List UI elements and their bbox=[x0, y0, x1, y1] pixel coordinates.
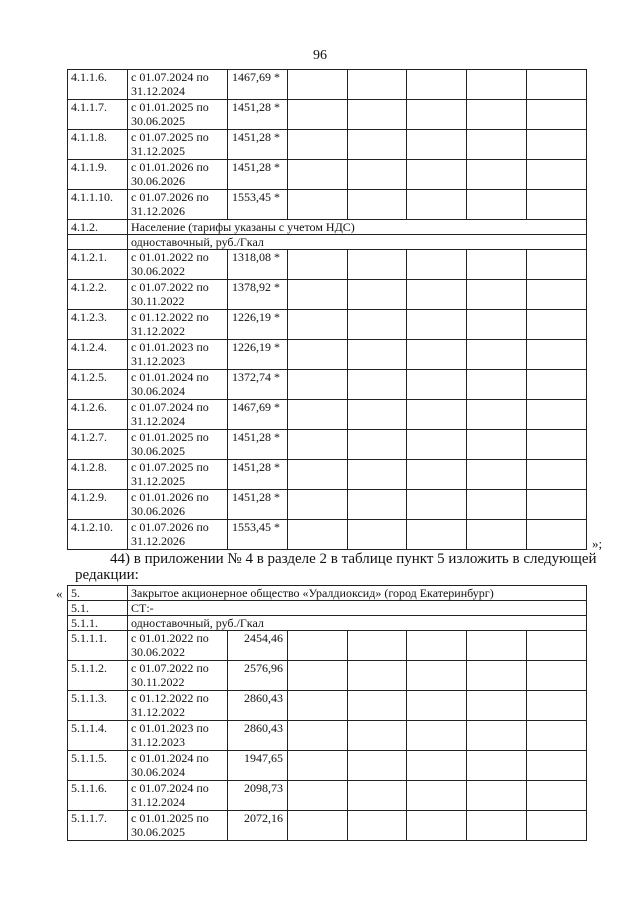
empty-cell bbox=[348, 70, 407, 100]
empty-cell bbox=[527, 691, 587, 721]
opening-quote: « bbox=[56, 586, 63, 601]
period-cell bbox=[128, 691, 228, 721]
period-line: с 01.01.2024 по bbox=[131, 751, 209, 765]
empty-cell bbox=[407, 370, 467, 400]
empty-cell bbox=[467, 751, 527, 781]
period-cell bbox=[128, 280, 228, 310]
table-row bbox=[68, 250, 587, 280]
period-line: с 01.07.2024 по bbox=[131, 781, 209, 795]
table-row bbox=[68, 340, 587, 370]
period-line: 30.06.2025 bbox=[131, 114, 185, 128]
empty-cell bbox=[407, 430, 467, 460]
row-number-cell: 4.1.2.6. bbox=[68, 400, 128, 430]
table-row bbox=[68, 130, 587, 160]
empty-cell bbox=[467, 400, 527, 430]
period-cell bbox=[128, 430, 228, 460]
table-section-row bbox=[68, 220, 587, 235]
section-title-cell: Население (тарифы указаны с учетом НДС) bbox=[128, 220, 587, 235]
period-line: с 01.07.2024 по bbox=[131, 400, 209, 414]
period-line: 31.12.2025 bbox=[131, 144, 185, 158]
tariff-value-cell: 1378,92 * bbox=[228, 280, 288, 310]
period-line: с 01.01.2025 по bbox=[131, 100, 209, 114]
period-line: с 01.07.2025 по bbox=[131, 130, 209, 144]
tariff-value-cell: 1467,69 * bbox=[228, 400, 288, 430]
tariff-value-cell: 1451,28 * bbox=[228, 130, 288, 160]
row-number-cell: 4.1.2.5. bbox=[68, 370, 128, 400]
empty-cell bbox=[467, 490, 527, 520]
empty-cell bbox=[348, 811, 407, 841]
empty-cell bbox=[407, 280, 467, 310]
empty-cell bbox=[288, 781, 348, 811]
row-number-cell: 4.1.1.7. bbox=[68, 100, 128, 130]
tariff-value-cell: 1226,19 * bbox=[228, 340, 288, 370]
empty-cell bbox=[348, 691, 407, 721]
row-number-cell: 4.1.2.10. bbox=[68, 520, 128, 550]
empty-cell bbox=[407, 310, 467, 340]
period-line: 31.12.2024 bbox=[131, 414, 185, 428]
period-line: с 01.01.2022 по bbox=[131, 250, 209, 264]
tariff-value-cell: 1553,45 * bbox=[228, 190, 288, 220]
period-line: с 01.07.2026 по bbox=[131, 520, 209, 534]
empty-cell bbox=[407, 190, 467, 220]
tariff-value-cell: 1451,28 * bbox=[228, 100, 288, 130]
empty-cell bbox=[467, 811, 527, 841]
period-line: 30.11.2022 bbox=[131, 294, 185, 308]
empty-cell bbox=[527, 400, 587, 430]
row-number-cell: 5.1.1.3. bbox=[68, 691, 128, 721]
empty-cell bbox=[348, 370, 407, 400]
empty-cell bbox=[527, 130, 587, 160]
empty-cell bbox=[407, 661, 467, 691]
period-line: 31.12.2026 bbox=[131, 204, 185, 218]
table-row bbox=[68, 400, 587, 430]
period-cell bbox=[128, 721, 228, 751]
empty-cell bbox=[527, 310, 587, 340]
period-line: 31.12.2025 bbox=[131, 474, 185, 488]
table-row bbox=[68, 70, 587, 100]
tariff-value-cell: 1451,28 * bbox=[228, 160, 288, 190]
empty-cell bbox=[348, 340, 407, 370]
table-section-row bbox=[68, 586, 587, 601]
empty-cell bbox=[288, 100, 348, 130]
period-line: 31.12.2023 bbox=[131, 735, 185, 749]
empty-cell bbox=[288, 190, 348, 220]
row-number-cell: 4.1.2. bbox=[68, 220, 128, 235]
empty-cell bbox=[288, 430, 348, 460]
period-line: с 01.07.2026 по bbox=[131, 190, 209, 204]
table-row bbox=[68, 661, 587, 691]
empty-cell bbox=[407, 811, 467, 841]
empty-cell bbox=[288, 631, 348, 661]
row-number-cell: 4.1.1.9. bbox=[68, 160, 128, 190]
period-cell bbox=[128, 100, 228, 130]
empty-cell bbox=[467, 280, 527, 310]
empty-cell bbox=[527, 430, 587, 460]
table-row bbox=[68, 100, 587, 130]
tariff-value-cell: 2072,16 bbox=[228, 811, 288, 841]
empty-cell bbox=[288, 661, 348, 691]
period-cell bbox=[128, 631, 228, 661]
empty-cell bbox=[527, 250, 587, 280]
period-line: с 01.01.2025 по bbox=[131, 430, 209, 444]
empty-cell bbox=[348, 520, 407, 550]
empty-cell bbox=[407, 520, 467, 550]
period-line: 31.12.2022 bbox=[131, 324, 185, 338]
period-line: с 01.01.2023 по bbox=[131, 340, 209, 354]
empty-cell bbox=[467, 340, 527, 370]
period-line: с 01.01.2026 по bbox=[131, 490, 209, 504]
empty-cell bbox=[288, 490, 348, 520]
empty-cell bbox=[527, 520, 587, 550]
empty-cell bbox=[288, 160, 348, 190]
period-line: 31.12.2023 bbox=[131, 354, 185, 368]
empty-cell bbox=[467, 310, 527, 340]
empty-cell bbox=[348, 631, 407, 661]
empty-cell bbox=[288, 520, 348, 550]
empty-cell bbox=[348, 430, 407, 460]
row-number-cell: 4.1.2.9. bbox=[68, 490, 128, 520]
empty-cell bbox=[288, 721, 348, 751]
tariff-value-cell: 2454,46 bbox=[228, 631, 288, 661]
table-row bbox=[68, 370, 587, 400]
row-number-cell: 4.1.2.3. bbox=[68, 310, 128, 340]
empty-cell bbox=[527, 781, 587, 811]
table-row bbox=[68, 691, 587, 721]
period-line: 30.06.2025 bbox=[131, 825, 185, 839]
empty-cell bbox=[288, 130, 348, 160]
empty-cell bbox=[467, 721, 527, 751]
period-line: 30.06.2026 bbox=[131, 504, 185, 518]
empty-cell bbox=[467, 160, 527, 190]
period-line: 31.12.2024 bbox=[131, 795, 185, 809]
empty-cell bbox=[407, 100, 467, 130]
table-row bbox=[68, 631, 587, 661]
empty-cell bbox=[348, 280, 407, 310]
period-cell bbox=[128, 400, 228, 430]
empty-cell bbox=[407, 751, 467, 781]
row-number-cell bbox=[68, 235, 128, 250]
empty-cell bbox=[348, 100, 407, 130]
amendment-paragraph-line-1: 44) в приложении № 4 в разделе 2 в таблице пункт 5 изложить в следующей bbox=[110, 551, 597, 567]
empty-cell bbox=[527, 661, 587, 691]
row-number-cell: 4.1.2.1. bbox=[68, 250, 128, 280]
tariff-value-cell: 2098,73 bbox=[228, 781, 288, 811]
tariff-value-cell: 1451,28 * bbox=[228, 460, 288, 490]
period-cell bbox=[128, 130, 228, 160]
row-number-cell: 5. bbox=[68, 586, 128, 601]
tariff-value-cell: 1372,74 * bbox=[228, 370, 288, 400]
empty-cell bbox=[348, 781, 407, 811]
empty-cell bbox=[527, 811, 587, 841]
period-cell bbox=[128, 310, 228, 340]
section-title-cell: одноставочный, руб./Гкал bbox=[128, 616, 587, 631]
table-row bbox=[68, 721, 587, 751]
empty-cell bbox=[348, 460, 407, 490]
period-cell bbox=[128, 160, 228, 190]
period-line: 30.06.2022 bbox=[131, 645, 185, 659]
row-number-cell: 5.1.1.1. bbox=[68, 631, 128, 661]
empty-cell bbox=[527, 631, 587, 661]
row-number-cell: 4.1.2.7. bbox=[68, 430, 128, 460]
empty-cell bbox=[348, 160, 407, 190]
period-line: с 01.01.2022 по bbox=[131, 631, 209, 645]
period-line: с 01.01.2026 по bbox=[131, 160, 209, 174]
table-row bbox=[68, 190, 587, 220]
table-row bbox=[68, 460, 587, 490]
empty-cell bbox=[288, 310, 348, 340]
period-line: с 01.12.2022 по bbox=[131, 310, 209, 324]
empty-cell bbox=[467, 130, 527, 160]
row-number-cell: 5.1. bbox=[68, 601, 128, 616]
period-line: с 01.01.2023 по bbox=[131, 721, 209, 735]
period-line: 31.12.2026 bbox=[131, 534, 185, 548]
empty-cell bbox=[348, 751, 407, 781]
empty-cell bbox=[348, 490, 407, 520]
empty-cell bbox=[467, 460, 527, 490]
tariff-value-cell: 1451,28 * bbox=[228, 490, 288, 520]
row-number-cell: 5.1.1.6. bbox=[68, 781, 128, 811]
period-cell bbox=[128, 460, 228, 490]
empty-cell bbox=[467, 520, 527, 550]
empty-cell bbox=[288, 400, 348, 430]
empty-cell bbox=[527, 751, 587, 781]
empty-cell bbox=[407, 70, 467, 100]
closing-quote: »; bbox=[592, 536, 603, 551]
empty-cell bbox=[348, 130, 407, 160]
period-cell bbox=[128, 811, 228, 841]
empty-cell bbox=[527, 190, 587, 220]
empty-cell bbox=[527, 70, 587, 100]
tariff-value-cell: 1467,69 * bbox=[228, 70, 288, 100]
table-row bbox=[68, 430, 587, 460]
empty-cell bbox=[407, 340, 467, 370]
period-line: 30.06.2022 bbox=[131, 264, 185, 278]
period-cell bbox=[128, 370, 228, 400]
row-number-cell: 5.1.1.5. bbox=[68, 751, 128, 781]
tariff-value-cell: 1947,65 bbox=[228, 751, 288, 781]
empty-cell bbox=[407, 400, 467, 430]
empty-cell bbox=[467, 661, 527, 691]
empty-cell bbox=[467, 691, 527, 721]
empty-cell bbox=[407, 460, 467, 490]
tariff-table-uraldioxid bbox=[67, 585, 587, 841]
period-line: 30.06.2024 bbox=[131, 384, 185, 398]
section-title-cell: одноставочный, руб./Гкал bbox=[128, 235, 587, 250]
empty-cell bbox=[527, 340, 587, 370]
table-row bbox=[68, 160, 587, 190]
period-line: с 01.07.2022 по bbox=[131, 661, 209, 675]
empty-cell bbox=[467, 370, 527, 400]
table-row bbox=[68, 520, 587, 550]
empty-cell bbox=[407, 160, 467, 190]
table-section-row bbox=[68, 601, 587, 616]
row-number-cell: 4.1.1.10. bbox=[68, 190, 128, 220]
row-number-cell: 4.1.1.6. bbox=[68, 70, 128, 100]
table-row bbox=[68, 751, 587, 781]
empty-cell bbox=[348, 190, 407, 220]
table-section-row bbox=[68, 616, 587, 631]
tariff-value-cell: 1226,19 * bbox=[228, 310, 288, 340]
empty-cell bbox=[527, 721, 587, 751]
empty-cell bbox=[348, 661, 407, 691]
tariff-value-cell: 1451,28 * bbox=[228, 430, 288, 460]
period-cell bbox=[128, 490, 228, 520]
empty-cell bbox=[288, 460, 348, 490]
period-cell bbox=[128, 340, 228, 370]
table-row bbox=[68, 280, 587, 310]
empty-cell bbox=[467, 631, 527, 661]
empty-cell bbox=[407, 781, 467, 811]
period-cell bbox=[128, 661, 228, 691]
row-number-cell: 4.1.1.8. bbox=[68, 130, 128, 160]
empty-cell bbox=[288, 691, 348, 721]
period-cell bbox=[128, 751, 228, 781]
period-line: с 01.01.2024 по bbox=[131, 370, 209, 384]
row-number-cell: 5.1.1.2. bbox=[68, 661, 128, 691]
section-title-cell: Закрытое акционерное общество «Уралдиоксид» (город Екатеринбург) bbox=[128, 586, 587, 601]
empty-cell bbox=[348, 250, 407, 280]
empty-cell bbox=[467, 781, 527, 811]
empty-cell bbox=[407, 490, 467, 520]
empty-cell bbox=[467, 190, 527, 220]
row-number-cell: 4.1.2.8. bbox=[68, 460, 128, 490]
tariff-value-cell: 2860,43 bbox=[228, 721, 288, 751]
table-row bbox=[68, 811, 587, 841]
empty-cell bbox=[407, 130, 467, 160]
period-cell bbox=[128, 520, 228, 550]
period-line: с 01.07.2025 по bbox=[131, 460, 209, 474]
empty-cell bbox=[407, 691, 467, 721]
period-line: 31.12.2024 bbox=[131, 84, 185, 98]
row-number-cell: 5.1.1.4. bbox=[68, 721, 128, 751]
row-number-cell: 5.1.1. bbox=[68, 616, 128, 631]
empty-cell bbox=[527, 280, 587, 310]
empty-cell bbox=[348, 721, 407, 751]
empty-cell bbox=[407, 250, 467, 280]
empty-cell bbox=[288, 370, 348, 400]
period-line: с 01.07.2024 по bbox=[131, 70, 209, 84]
table-row bbox=[68, 310, 587, 340]
empty-cell bbox=[288, 280, 348, 310]
row-number-cell: 5.1.1.7. bbox=[68, 811, 128, 841]
period-line: 30.06.2025 bbox=[131, 444, 185, 458]
empty-cell bbox=[288, 811, 348, 841]
empty-cell bbox=[527, 100, 587, 130]
tariff-value-cell: 2576,96 bbox=[228, 661, 288, 691]
empty-cell bbox=[348, 400, 407, 430]
table-row bbox=[68, 490, 587, 520]
row-number-cell: 4.1.2.4. bbox=[68, 340, 128, 370]
empty-cell bbox=[467, 250, 527, 280]
empty-cell bbox=[288, 751, 348, 781]
period-cell bbox=[128, 250, 228, 280]
empty-cell bbox=[527, 490, 587, 520]
empty-cell bbox=[407, 721, 467, 751]
empty-cell bbox=[527, 460, 587, 490]
empty-cell bbox=[407, 631, 467, 661]
empty-cell bbox=[348, 310, 407, 340]
period-cell bbox=[128, 70, 228, 100]
period-cell bbox=[128, 190, 228, 220]
empty-cell bbox=[467, 430, 527, 460]
period-line: с 01.01.2025 по bbox=[131, 811, 209, 825]
empty-cell bbox=[467, 70, 527, 100]
empty-cell bbox=[288, 340, 348, 370]
empty-cell bbox=[288, 70, 348, 100]
empty-cell bbox=[467, 100, 527, 130]
empty-cell bbox=[527, 160, 587, 190]
tariff-value-cell: 1553,45 * bbox=[228, 520, 288, 550]
period-line: 30.11.2022 bbox=[131, 675, 185, 689]
tariff-value-cell: 1318,08 * bbox=[228, 250, 288, 280]
empty-cell bbox=[288, 250, 348, 280]
period-line: с 01.07.2022 по bbox=[131, 280, 209, 294]
period-line: 30.06.2026 bbox=[131, 174, 185, 188]
period-cell bbox=[128, 781, 228, 811]
tariff-value-cell: 2860,43 bbox=[228, 691, 288, 721]
tariff-table-continued bbox=[67, 69, 587, 550]
table-section-row bbox=[68, 235, 587, 250]
period-line: с 01.12.2022 по bbox=[131, 691, 209, 705]
period-line: 30.06.2024 bbox=[131, 765, 185, 779]
table-row bbox=[68, 781, 587, 811]
section-title-cell: СТ:- bbox=[128, 601, 587, 616]
amendment-paragraph-line-2: редакции: bbox=[75, 567, 139, 583]
page-number: 96 bbox=[313, 48, 327, 63]
period-line: 31.12.2022 bbox=[131, 705, 185, 719]
row-number-cell: 4.1.2.2. bbox=[68, 280, 128, 310]
empty-cell bbox=[527, 370, 587, 400]
